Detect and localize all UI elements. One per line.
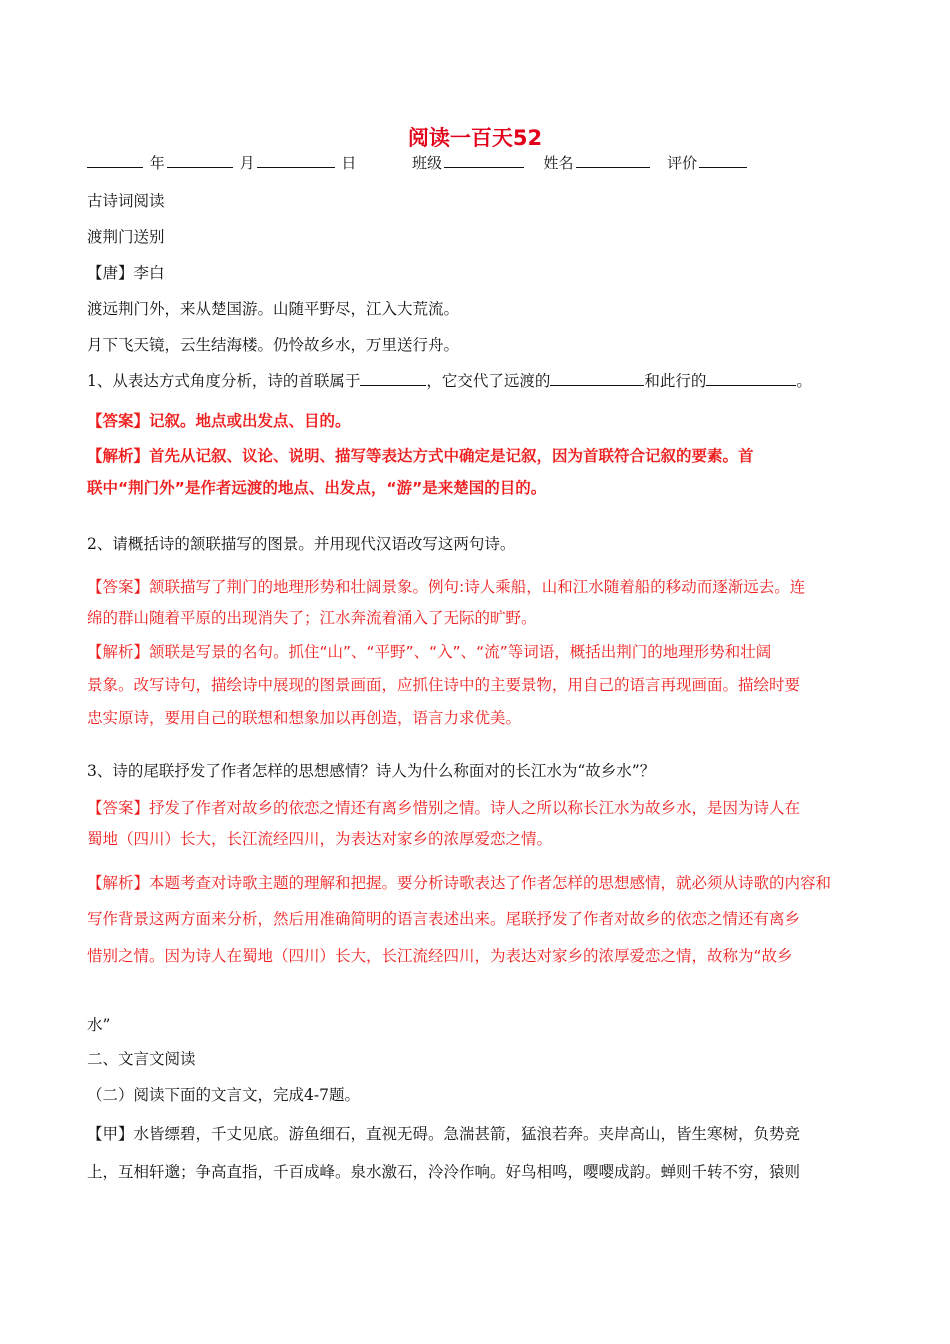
poem-author: 【唐】李白: [87, 264, 165, 282]
poem-line-1: 渡远荆门外，来从楚国游。山随平野尽，江入大荒流。: [87, 300, 460, 318]
name-label: 姓名: [543, 154, 574, 172]
year-blank[interactable]: [87, 153, 143, 168]
student-info-row: [87, 152, 747, 173]
q2-analysis-line-3: 忠实原诗，要用自己的联想和想象加以再创造，语言力求优美。: [87, 709, 522, 727]
q1-analysis-line-1: 【解析】首先从记叙、议论、说明、描写等表达方式中确定是记叙，因为首联符合记叙的要素。首: [87, 447, 754, 465]
q1-analysis-line-2: 联中“荆门外”是作者远渡的地点、出发点，“游”是来楚国的目的。: [87, 479, 547, 497]
poem-title: 渡荆门送别: [87, 228, 165, 246]
month-blank[interactable]: [167, 153, 233, 168]
q3-answer-line-1: 【答案】抒发了作者对故乡的依恋之情还有离乡惜别之情。诗人之所以称长江水为故乡水，是因为诗人在: [87, 799, 801, 817]
q2-answer-line-1: 【答案】颔联描写了荆门的地理形势和壮阔景象。例句:诗人乘船，山和江水随着船的移动而逐渐远去。连: [87, 578, 806, 596]
q2-answer-line-2: 绵的群山随着平原的出现消失了；江水奔流着涌入了无际的旷野。: [87, 609, 537, 627]
q3-analysis-line-2: 写作背景这两方面来分析，然后用准确简明的语言表述出来。尾联抒发了作者对故乡的依恋之情还有离乡: [87, 910, 801, 928]
class-blank[interactable]: [444, 153, 524, 168]
q2-analysis-line-2: 景象。改写诗句，描绘诗中展现的图景画面，应抓住诗中的主要景物，用自己的语言再现画面。描绘时要: [87, 676, 801, 694]
page-title: 阅读一百天52: [407, 126, 543, 150]
q1-blank-3[interactable]: [706, 371, 796, 386]
day-blank[interactable]: [257, 153, 335, 168]
section2-intro: （二）阅读下面的文言文，完成4-7题。: [87, 1086, 360, 1104]
q1-blank-2[interactable]: [550, 371, 644, 386]
evaluation-blank[interactable]: [699, 153, 747, 168]
day-label: 日: [341, 154, 357, 172]
q1-text-b: ，它交代了远渡的: [426, 372, 551, 390]
q1-text-d: 。: [796, 372, 812, 390]
q3-answer-line-2: 蜀地（四川）长大，长江流经四川，为表达对家乡的浓厚爱恋之情。: [87, 830, 553, 848]
class-label: 班级: [411, 154, 442, 172]
question-2: 2、请概括诗的颔联描写的图景。并用现代汉语改写这两句诗。: [87, 535, 516, 553]
q1-text-a: 1、从表达方式角度分析，诗的首联属于: [87, 372, 361, 390]
q1-text-c: 和此行的: [644, 372, 707, 390]
q2-analysis-line-1: 【解析】颔联是写景的名句。抓住“山”、“平野”、“入”、“流”等词语，概括出荆门的地理形势和壮阔: [87, 643, 772, 661]
question-1: [87, 369, 812, 391]
q3-analysis-line-4: 水”: [87, 1016, 111, 1034]
passage-a-line-1: 【甲】水皆缥碧，千丈见底。游鱼细石，直视无碍。急湍甚箭，猛浪若奔。夹岸高山，皆生寒树，负势竞: [87, 1125, 801, 1143]
section1-heading: 古诗词阅读: [87, 192, 165, 210]
section2-heading: 二、文言文阅读: [87, 1050, 196, 1068]
q3-analysis-line-1: 【解析】本题考查对诗歌主题的理解和把握。要分析诗歌表达了作者怎样的思想感情，就必须从诗歌的内容和: [87, 874, 832, 892]
year-label: 年: [149, 154, 165, 172]
name-blank[interactable]: [576, 153, 650, 168]
q1-answer: 【答案】记叙。地点或出发点、目的。: [87, 412, 351, 430]
q3-analysis-line-3: 惜别之情。因为诗人在蜀地（四川）长大，长江流经四川，为表达对家乡的浓厚爱恋之情，故称为“故乡: [87, 947, 793, 965]
passage-a-line-2: 上，互相轩邈；争高直指，千百成峰。泉水激石，泠泠作响。好鸟相鸣，嘤嘤成韵。蝉则千转不穷，猿则: [87, 1163, 801, 1181]
q1-blank-1[interactable]: [360, 371, 426, 386]
question-3: 3、诗的尾联抒发了作者怎样的思想感情？诗人为什么称面对的长江水为“故乡水”？: [87, 762, 656, 780]
evaluation-label: 评价: [667, 154, 698, 172]
poem-line-2: 月下飞天镜，云生结海楼。仍怜故乡水，万里送行舟。: [87, 336, 460, 354]
month-label: 月: [239, 154, 255, 172]
